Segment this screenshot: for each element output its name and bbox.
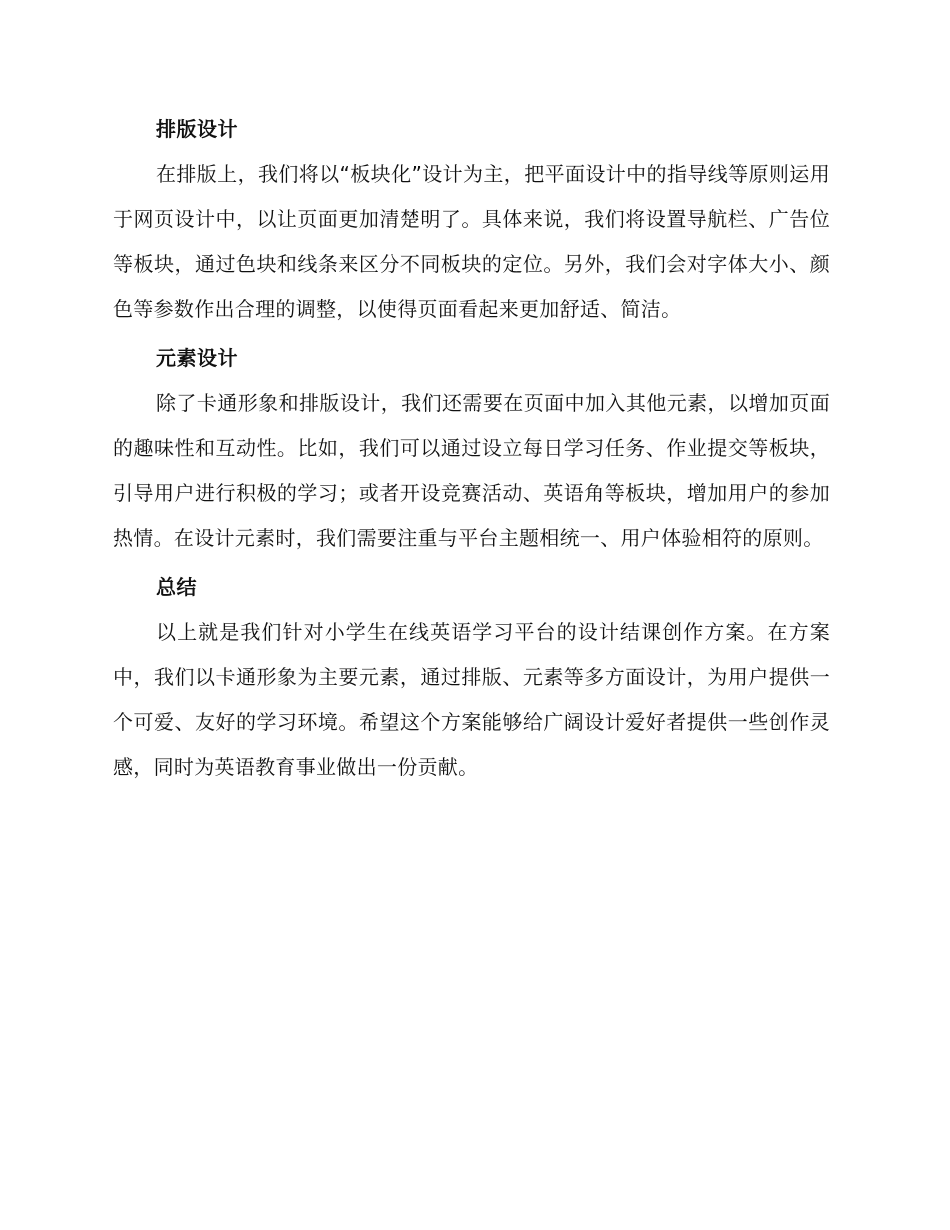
section-summary (113, 565, 830, 790)
section-paragraph: 以上就是我们针对小学生在线英语学习平台的设计结课创作方案。在方案中，我们以卡通形象为主要元素，通过排版、元素等多方面设计，为用户提供一个可爱、友好的学习环境。希望这个方案能够给广阔设计爱好者提供一些创作灵感，同时为英语教育事业做出一份贡献。 (113, 620, 830, 779)
section-element-design (113, 336, 830, 561)
document-page (113, 107, 830, 792)
section-heading: 排版设计 (156, 117, 238, 141)
section-paragraph: 在排版上，我们将以“板块化”设计为主，把平面设计中的指导线等原则运用于网页设计中，以让页面更加清楚明了。具体来说，我们将设置导航栏、广告位等板块，通过色块和线条来区分不同板块的定位。另外，我们会对字体大小、颜色等参数作出合理的调整，以使得页面看起来更加舒适、简洁。 (113, 162, 830, 321)
section-heading: 总结 (156, 575, 197, 599)
section-paragraph: 除了卡通形象和排版设计，我们还需要在页面中加入其他元素，以增加页面的趣味性和互动性。比如，我们可以通过设立每日学习任务、作业提交等板块，引导用户进行积极的学习；或者开设竞赛活动、英语角等板块，增加用户的参加热情。在设计元素时，我们需要注重与平台主题相统一、用户体验相符的原则。 (113, 391, 830, 550)
section-layout-design (113, 107, 830, 332)
section-heading: 元素设计 (156, 346, 238, 370)
